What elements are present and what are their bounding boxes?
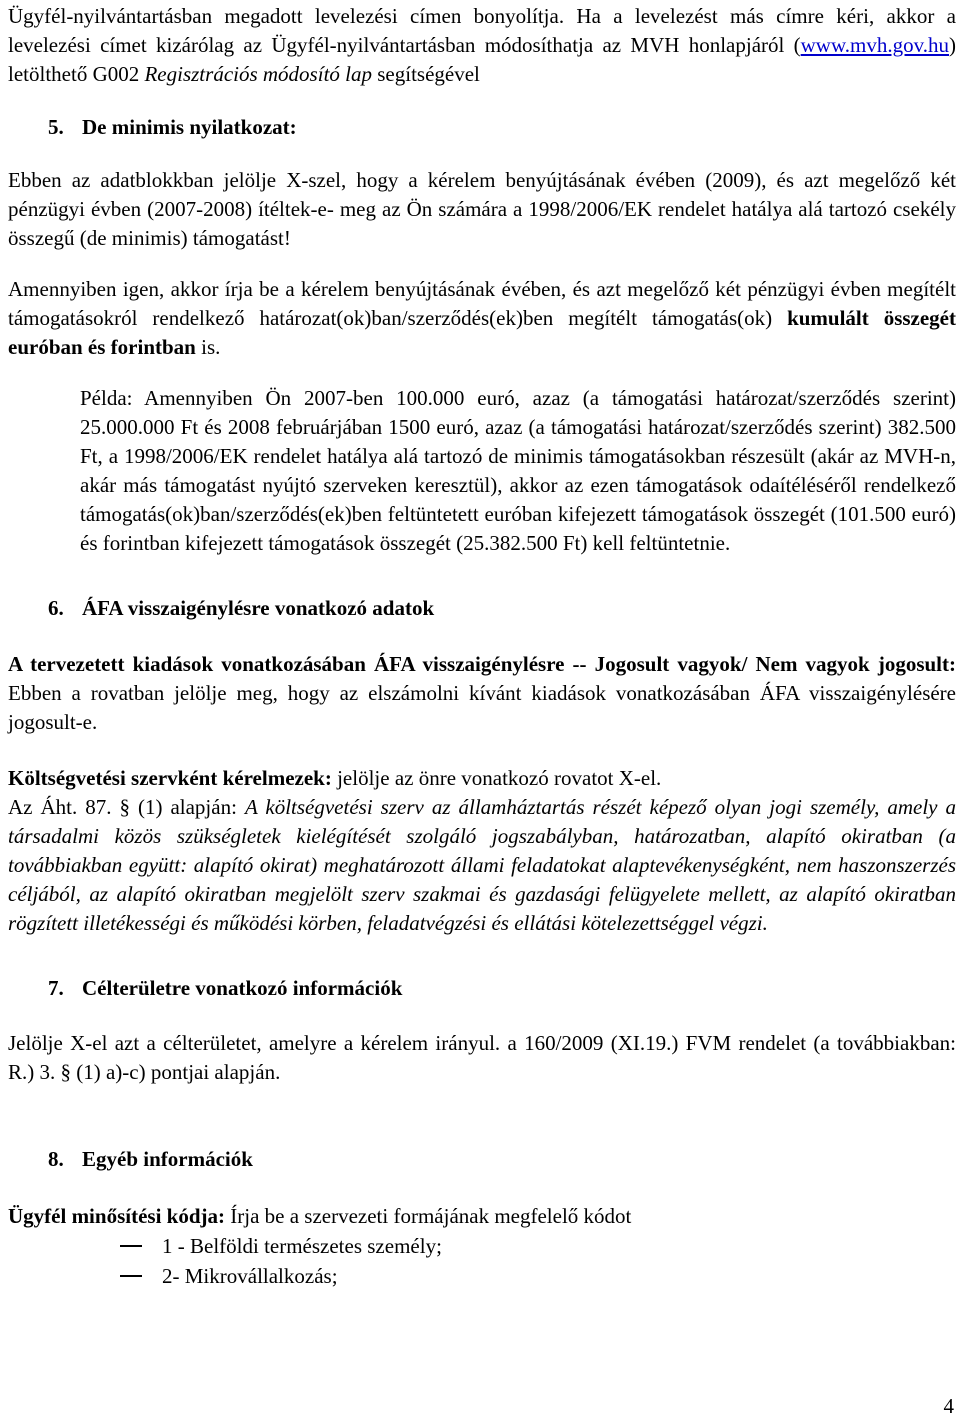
dash-bullet-icon bbox=[120, 1245, 142, 1247]
section-7-title: Célterületre vonatkozó információk bbox=[82, 976, 403, 1000]
dash-bullet-icon bbox=[120, 1275, 142, 1277]
s6-paragraph-1 bbox=[8, 650, 956, 737]
list-item-text: 2- Mikrovállalkozás; bbox=[162, 1263, 338, 1288]
s6-p2-text: jelölje az önre vonatkozó rovatot X-el. bbox=[331, 766, 662, 790]
section-5-heading bbox=[48, 113, 956, 142]
section-8-heading bbox=[48, 1145, 956, 1174]
list-item bbox=[120, 1261, 956, 1291]
s8-p1-text: Írja be a szervezeti formájának megfelelő kódot bbox=[225, 1204, 632, 1228]
section-6-title: ÁFA visszaigénylésre vonatkozó adatok bbox=[82, 596, 435, 620]
list-item bbox=[120, 1231, 956, 1261]
section-8-number: 8. bbox=[48, 1147, 64, 1171]
section-5-title: De minimis nyilatkozat: bbox=[82, 115, 297, 139]
intro-text-2: ) letölthető G002 bbox=[8, 33, 956, 86]
s6-p3-text: Az Áht. 87. § (1) alapján: bbox=[8, 795, 245, 819]
s5-p2-text: Amennyiben igen, akkor írja be a kérelem benyújtásának évében, és azt megelőző két pénzügyi évben megítélt támogatásokról rendelkező határozat(ok)ban/szerződés(ek)ben megítélt támogatás(ok) bbox=[8, 277, 956, 330]
s6-paragraph-2 bbox=[8, 764, 956, 793]
s6-p2-bold: Költségvetési szervként kérelmezek: bbox=[8, 766, 332, 790]
s7-paragraph-1: Jelölje X-el azt a célterületet, amelyre a kérelem irányul. a 160/2009 (XI.19.) FVM rendelet (a továbbiakban: R.) 3. § (1) a)-c) pontjai alapján. bbox=[8, 1031, 956, 1084]
s5-paragraph-1: Ebben az adatblokkban jelölje X-szel, hogy a kérelem benyújtásának évében (2009), és azt megelőző két pénzügyi évben (2007-2008) ítéltek-e- meg az Ön számára a 1998/2006/EK rendelet hatálya alá tartozó csekély összegű (de minimis) támogatást! bbox=[8, 168, 956, 250]
section-5-number: 5. bbox=[48, 115, 64, 139]
s6-p1-text: Ebben a rovatban jelölje meg, hogy az elszámolni kívánt kiadások vonatkozásában ÁFA visszaigénylésére jogosult-e. bbox=[8, 681, 956, 734]
s6-paragraph-3 bbox=[8, 793, 956, 938]
intro-text: Ügyfél-nyilvántartásban megadott levelezési címen bonyolítja. Ha a levelezést más címre kéri, akkor a levelezési címet kizárólag az Ügyfél-nyilvántartásban módosíthatja az MVH honlapjáról ( bbox=[8, 4, 956, 57]
page-number: 4 bbox=[943, 1394, 954, 1418]
section-7-heading bbox=[48, 974, 956, 1003]
s8-paragraph-1 bbox=[8, 1202, 956, 1231]
section-8-title: Egyéb információk bbox=[82, 1147, 253, 1171]
form-name: Regisztrációs módosító lap bbox=[144, 62, 372, 86]
s6-p3-italic: A költségvetési szerv az államháztartás részét képező olyan jogi személy, amely a társadalmi közös szükségletek kielégítését szolgáló jogszabályban, határozatban, alapító okiratban (a továbbiakban együtt: alapító okirat) meghatározott állami feladatokat alaptevékenységként, nem haszonszerzés céljából, az alapító okiratban megjelölt szerv szakmai és gazdasági felügyelete mellett, az alapító okiratban rögzített illetékességi és működési körben, feladatvégzési és ellátási kötelezettséggel végzi. bbox=[8, 795, 956, 935]
s5-example: Példa: Amennyiben Ön 2007-ben 100.000 euró, azaz (a támogatási határozat/szerződés szerint) 25.000.000 Ft és 2008 februárjában 1500 euró, azaz (a támogatási határozat/szerződés szerint) 382.500 Ft, a 1998/2006/EK rendelet hatálya alá tartozó de minimis támogatásokban részesült (akár az MVH-n, akár más támogatást nyújtó szerveken keresztül), akkor az ezen támogatások odaítéléséről rendelkező támogatás(ok)ban/szerződés(ek)ben feltüntetett euróban kifejezett támogatások összegét (101.500 euró) és forintban kifejezett támogatások összegét (25.382.500 Ft) kell feltüntetnie. bbox=[80, 386, 956, 555]
s6-p1-bold: A tervezetett kiadások vonatkozásában ÁFA visszaigénylésre -- Jogosult vagyok/ Nem vagyok jogosult: bbox=[8, 652, 956, 676]
intro-paragraph bbox=[8, 2, 956, 89]
section-6-number: 6. bbox=[48, 596, 64, 620]
s5-paragraph-2 bbox=[8, 275, 956, 362]
intro-text-end: segítségével bbox=[372, 62, 480, 86]
section-7-number: 7. bbox=[48, 976, 64, 1000]
s8-p1-bold: Ügyfél minősítési kódja: bbox=[8, 1204, 225, 1228]
mvh-link[interactable]: www.mvh.gov.hu bbox=[800, 33, 949, 57]
section-6-heading bbox=[48, 594, 956, 623]
document-page bbox=[8, 2, 956, 1291]
s5-p2-bold: kumulált összegét euróban és forintban bbox=[8, 306, 956, 359]
s5-p2-end: is. bbox=[195, 335, 221, 359]
list-item-text: 1 - Belföldi természetes személy; bbox=[162, 1233, 442, 1258]
